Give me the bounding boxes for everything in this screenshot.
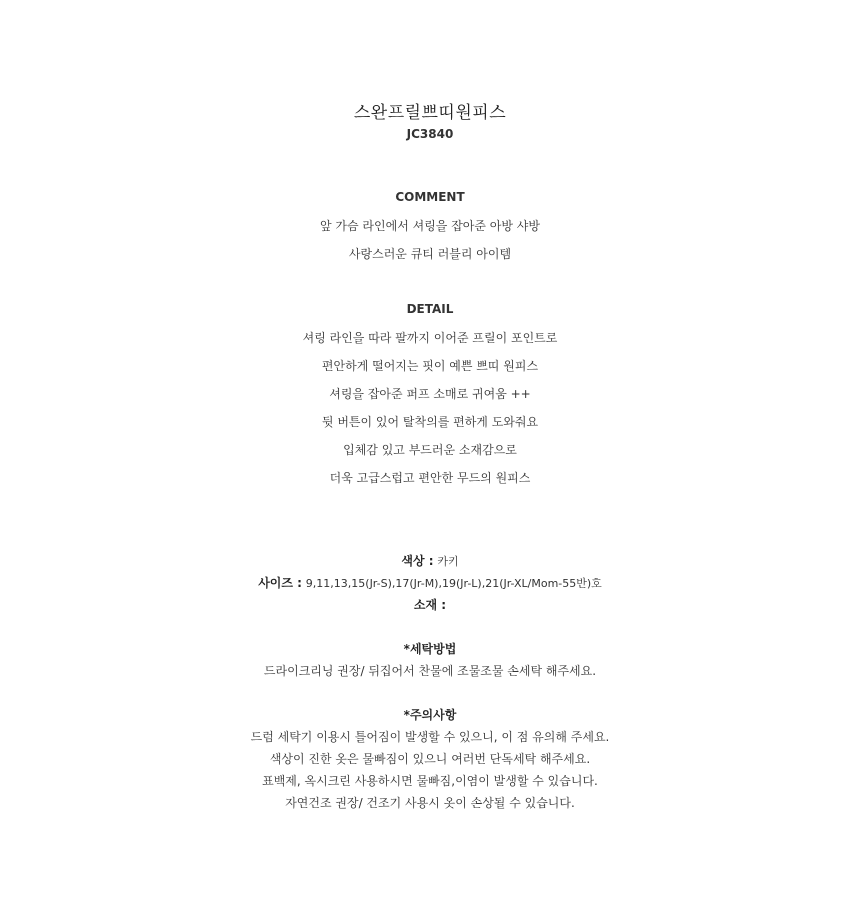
detail-line: 편안하게 떨어지는 핏이 예쁜 쁘띠 원피스 xyxy=(321,359,539,373)
detail-line: 입체감 있고 부드러운 소재감으로 xyxy=(343,443,517,457)
product-code: JC3840 xyxy=(406,127,454,141)
product-title: 스완프릴쁘띠원피스 xyxy=(353,103,507,123)
material-label: 소재 : xyxy=(413,598,447,612)
caution-line: 표백제, 옥시크린 사용하시면 물빠짐,이염이 발생할 수 있습니다. xyxy=(262,774,598,788)
caution-line: 드럼 세탁기 이용시 틀어짐이 발생할 수 있으니, 이 점 유의해 주세요. xyxy=(250,730,610,744)
size-label: 사이즈 : xyxy=(258,576,302,590)
caution-line: 색상이 진한 옷은 물빠짐이 있으니 여러번 단독세탁 해주세요. xyxy=(269,752,591,766)
size-value: 9,11,13,15(Jr-S),17(Jr-M),19(Jr-L),21(Jr-XL/Mom-55반)호 xyxy=(305,577,602,590)
comment-heading: COMMENT xyxy=(395,190,465,204)
size-spec xyxy=(0,574,860,591)
color-value: 카키 xyxy=(437,555,459,568)
comment-line: 사랑스러운 큐티 러블리 아이템 xyxy=(348,247,512,261)
color-label: 색상 : xyxy=(401,554,434,568)
caution-line: 자연건조 권장/ 건조기 사용시 옷이 손상될 수 있습니다. xyxy=(285,796,575,810)
comment-line: 앞 가슴 라인에서 셔링을 잡아준 아방 샤방 xyxy=(320,219,540,233)
detail-line: 더욱 고급스럽고 편안한 무드의 원피스 xyxy=(329,471,531,485)
detail-line: 셔링을 잡아준 퍼프 소매로 귀여움 ++ xyxy=(329,387,531,401)
washing-title: *세탁방법 xyxy=(403,642,457,656)
caution-title: *주의사항 xyxy=(403,708,457,722)
color-spec xyxy=(0,552,860,569)
detail-line: 뒷 버튼이 있어 탈착의를 편하게 도와줘요 xyxy=(321,415,539,429)
material-spec xyxy=(0,596,860,613)
detail-line: 셔링 라인을 따라 팔까지 이어준 프릴이 포인트로 xyxy=(302,331,558,345)
washing-line: 드라이크리닝 권장/ 뒤집어서 찬물에 조물조물 손세탁 해주세요. xyxy=(263,664,597,678)
detail-heading: DETAIL xyxy=(406,302,454,316)
